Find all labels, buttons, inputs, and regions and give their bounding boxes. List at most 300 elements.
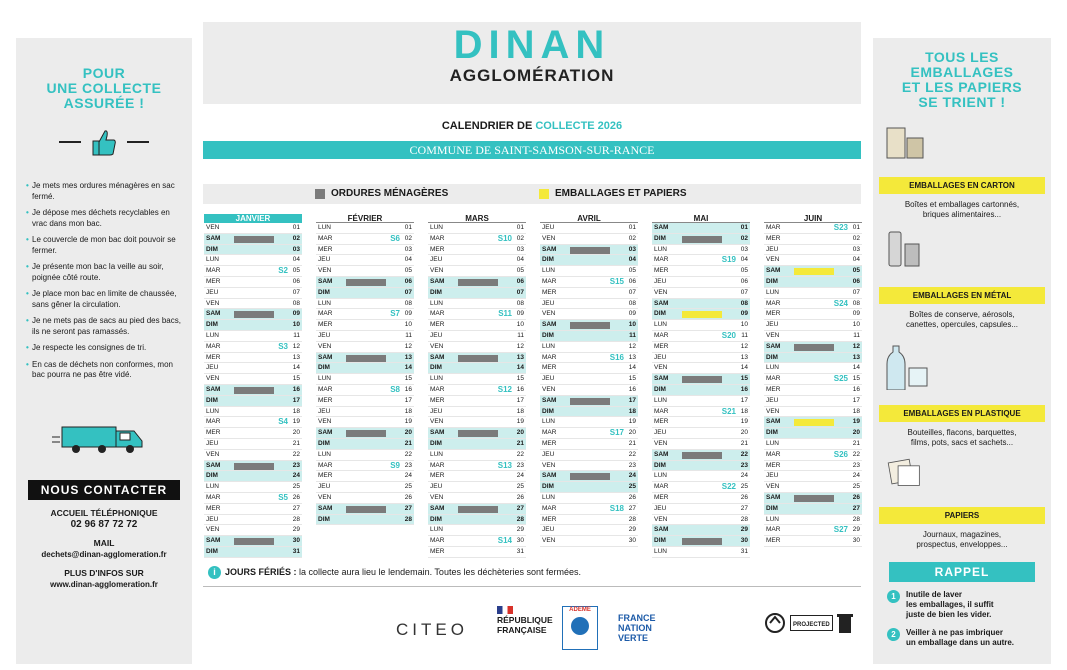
day-row <box>428 363 526 374</box>
day-row <box>764 493 862 504</box>
day-row <box>204 461 302 472</box>
day-date: 07 <box>516 288 524 296</box>
day-row <box>316 234 414 245</box>
day-name: DIM <box>654 537 666 545</box>
day-name: DIM <box>542 331 554 339</box>
day-name: JEU <box>766 245 779 253</box>
day-row <box>764 515 862 526</box>
day-name: DIM <box>206 396 218 404</box>
day-name: VEN <box>206 299 220 307</box>
day-name: MER <box>542 288 557 296</box>
day-name: SAM <box>430 429 445 437</box>
day-row <box>652 331 750 342</box>
day-name: SAM <box>654 450 669 458</box>
day-name: VEN <box>318 342 332 350</box>
day-row <box>540 536 638 547</box>
day-date: 09 <box>852 310 860 318</box>
day-date: 20 <box>292 429 300 437</box>
tip-item: • Le couvercle de mon bac doit pouvoir se fermer. <box>26 235 184 256</box>
day-date: 25 <box>628 483 636 491</box>
day-name: LUN <box>654 547 668 555</box>
day-date: 15 <box>516 375 524 383</box>
day-row <box>428 245 526 256</box>
day-row <box>204 407 302 418</box>
commune-banner: COMMUNE DE SAINT-SAMSON-SUR-RANCE <box>203 141 861 159</box>
collecte-om-marker <box>346 430 386 437</box>
day-name: MAR <box>542 353 557 361</box>
day-name: MER <box>430 547 445 555</box>
day-date: 08 <box>516 299 524 307</box>
day-row <box>204 331 302 342</box>
day-name: MER <box>766 310 781 318</box>
day-name: JEU <box>206 439 219 447</box>
day-date: 16 <box>740 385 748 393</box>
day-row <box>428 277 526 288</box>
day-row <box>204 255 302 266</box>
day-date: 19 <box>852 418 860 426</box>
collecte-om-marker <box>794 495 834 502</box>
day-name: SAM <box>206 537 221 545</box>
day-name: DIM <box>542 407 554 415</box>
day-date: 24 <box>292 472 300 480</box>
day-date: 30 <box>292 537 300 545</box>
day-name: MER <box>766 385 781 393</box>
day-row <box>540 493 638 504</box>
day-date: 12 <box>740 342 748 350</box>
day-row <box>204 299 302 310</box>
contact-mail: MAIL dechets@dinan-agglomeration.fr <box>16 538 192 560</box>
day-name: DIM <box>766 429 778 437</box>
day-date: 06 <box>740 277 748 285</box>
week-number: S14 <box>497 536 512 546</box>
day-date: 26 <box>404 493 412 501</box>
day-name: MAR <box>430 234 445 242</box>
day-row <box>540 277 638 288</box>
day-row <box>204 363 302 374</box>
day-name: LUN <box>318 299 332 307</box>
day-name: SAM <box>318 353 333 361</box>
day-row <box>204 428 302 439</box>
day-name: SAM <box>206 385 221 393</box>
tips-list <box>26 181 184 381</box>
france-nation-verte-logo: FRANCE NATION VERTE <box>618 613 656 643</box>
day-date: 20 <box>852 429 860 437</box>
day-row <box>316 515 414 526</box>
day-date: 16 <box>628 385 636 393</box>
day-name: MER <box>318 472 333 480</box>
day-name: JEU <box>654 429 667 437</box>
day-name: LUN <box>206 331 220 339</box>
day-name: SAM <box>318 277 333 285</box>
day-date: 31 <box>292 547 300 555</box>
day-date: 28 <box>404 515 412 523</box>
day-name: MER <box>766 537 781 545</box>
day-name: VEN <box>654 364 668 372</box>
sorting-logos <box>764 612 853 634</box>
day-name: JEU <box>654 504 667 512</box>
day-row <box>540 374 638 385</box>
day-row <box>652 417 750 428</box>
day-date: 07 <box>852 288 860 296</box>
week-number: S4 <box>278 417 288 427</box>
day-date: 05 <box>628 267 636 275</box>
day-row <box>428 407 526 418</box>
day-date: 25 <box>292 483 300 491</box>
day-name: MER <box>206 504 221 512</box>
legend-om-label: ORDURES MÉNAGÈRES <box>331 188 449 199</box>
day-row <box>540 299 638 310</box>
day-row <box>652 309 750 320</box>
day-name: VEN <box>206 526 220 534</box>
week-number: S18 <box>609 503 624 513</box>
day-row <box>204 342 302 353</box>
day-row <box>428 396 526 407</box>
collecte-om-marker <box>682 376 722 383</box>
day-date: 06 <box>628 277 636 285</box>
day-date: 05 <box>740 267 748 275</box>
day-row <box>316 342 414 353</box>
day-row <box>764 353 862 364</box>
rappel-heading: RAPPEL <box>889 562 1035 582</box>
day-row <box>652 363 750 374</box>
day-row <box>540 417 638 428</box>
day-name: SAM <box>654 375 669 383</box>
week-number: S9 <box>390 460 400 470</box>
day-name: MAR <box>766 526 781 534</box>
day-date: 17 <box>628 396 636 404</box>
day-date: 19 <box>404 418 412 426</box>
projected-logo: PROJECTED <box>790 615 833 631</box>
day-date: 24 <box>740 472 748 480</box>
day-date: 29 <box>516 526 524 534</box>
day-date: 21 <box>740 439 748 447</box>
day-date: 14 <box>628 364 636 372</box>
holiday-note: i JOURS FÉRIÉS : la collecte aura lieu le lendemain. Toutes les déchèteries sont fermées. <box>208 566 858 579</box>
tip-item: • Je place mon bac en limite de chaussée, sans gêner la circulation. <box>26 289 184 310</box>
day-date: 18 <box>516 407 524 415</box>
section-text: Journaux, magazines, prospectus, enveloppes... <box>916 530 1008 549</box>
day-name: SAM <box>542 472 557 480</box>
day-date: 01 <box>404 224 412 231</box>
day-row <box>428 320 526 331</box>
day-name: SAM <box>542 396 557 404</box>
day-name: MAR <box>654 256 669 264</box>
day-name: LUN <box>766 439 780 447</box>
day-name: VEN <box>542 461 556 469</box>
day-row <box>316 331 414 342</box>
day-row <box>764 299 862 310</box>
collecte-om-marker <box>346 506 386 513</box>
day-name: MER <box>430 396 445 404</box>
day-name: LUN <box>542 342 556 350</box>
day-row <box>316 439 414 450</box>
day-row <box>204 320 302 331</box>
day-date: 03 <box>516 245 524 253</box>
day-name: MER <box>430 472 445 480</box>
day-name: JEU <box>318 256 331 264</box>
day-name: DIM <box>654 310 666 318</box>
month-février <box>316 214 414 525</box>
day-name: DIM <box>318 515 330 523</box>
day-date: 18 <box>628 407 636 415</box>
day-date: 08 <box>740 299 748 307</box>
day-name: JEU <box>318 483 331 491</box>
day-row <box>428 266 526 277</box>
day-name: VEN <box>206 450 220 458</box>
collecte-om-marker <box>570 247 610 254</box>
day-name: DIM <box>430 515 442 523</box>
collecte-ep-marker <box>794 268 834 275</box>
day-date: 07 <box>404 288 412 296</box>
day-row <box>540 428 638 439</box>
day-row <box>764 439 862 450</box>
day-date: 11 <box>517 331 524 339</box>
day-date: 09 <box>292 310 300 318</box>
day-date: 01 <box>292 224 300 231</box>
day-date: 11 <box>629 331 636 339</box>
day-date: 10 <box>852 321 860 329</box>
day-row <box>540 363 638 374</box>
day-name: MAR <box>654 331 669 339</box>
day-row <box>204 536 302 547</box>
day-row <box>204 353 302 364</box>
day-date: 03 <box>852 245 860 253</box>
day-row <box>428 482 526 493</box>
week-number: S20 <box>721 330 736 340</box>
day-date: 01 <box>852 224 860 231</box>
day-date: 06 <box>516 277 524 285</box>
day-date: 04 <box>292 256 300 264</box>
day-row <box>764 396 862 407</box>
day-name: DIM <box>654 385 666 393</box>
day-name: MER <box>318 396 333 404</box>
day-row <box>428 428 526 439</box>
day-date: 09 <box>404 310 412 318</box>
day-date: 03 <box>628 245 636 253</box>
day-name: SAM <box>430 277 445 285</box>
week-number: S3 <box>278 341 288 351</box>
day-row <box>204 288 302 299</box>
day-date: 14 <box>852 364 860 372</box>
week-number: S25 <box>833 374 848 384</box>
day-row <box>540 385 638 396</box>
day-date: 10 <box>292 321 300 329</box>
day-name: DIM <box>654 234 666 242</box>
collecte-om-marker <box>570 398 610 405</box>
day-row <box>540 439 638 450</box>
day-name: MER <box>654 493 669 501</box>
week-number: S16 <box>609 352 624 362</box>
day-date: 08 <box>628 299 636 307</box>
month-header: MARS <box>428 214 526 223</box>
day-date: 05 <box>292 267 300 275</box>
day-date: 23 <box>740 461 748 469</box>
day-name: DIM <box>542 483 554 491</box>
day-row <box>428 385 526 396</box>
day-row <box>764 482 862 493</box>
day-row <box>204 309 302 320</box>
day-row <box>316 353 414 364</box>
collecte-om-marker <box>682 538 722 545</box>
month-juin <box>764 214 862 547</box>
day-name: MER <box>542 515 557 523</box>
day-name: VEN <box>318 493 332 501</box>
day-name: LUN <box>654 321 668 329</box>
day-row <box>316 461 414 472</box>
day-date: 09 <box>628 310 636 318</box>
day-row <box>540 342 638 353</box>
day-date: 26 <box>516 493 524 501</box>
day-name: MER <box>206 277 221 285</box>
section-title: EMBALLAGES EN MÉTAL <box>879 287 1045 304</box>
day-name: MAR <box>318 385 333 393</box>
week-number: S2 <box>278 266 288 276</box>
day-name: VEN <box>206 224 220 231</box>
day-row <box>316 471 414 482</box>
tip-item: • Je respecte les consignes de tri. <box>26 343 184 354</box>
thumbs-up-icon <box>91 127 117 157</box>
section-text: Boîtes de conserve, aérosols, canettes, opercules, capsules... <box>905 310 1019 329</box>
day-date: 24 <box>628 472 636 480</box>
day-name: LUN <box>430 375 444 383</box>
day-name: JEU <box>542 224 555 231</box>
week-number: S5 <box>278 492 288 502</box>
day-row <box>204 471 302 482</box>
day-row <box>204 223 302 234</box>
day-row <box>540 407 638 418</box>
collecte-om-marker <box>234 236 274 243</box>
day-date: 22 <box>852 450 860 458</box>
collecte-om-marker <box>458 506 498 513</box>
day-row <box>540 504 638 515</box>
week-number: S21 <box>721 406 736 416</box>
month-mars <box>428 214 526 558</box>
day-name: LUN <box>654 396 668 404</box>
day-date: 17 <box>740 396 748 404</box>
phone-number[interactable]: 02 96 87 72 72 <box>70 518 138 530</box>
week-number: S17 <box>609 428 624 438</box>
day-row <box>652 471 750 482</box>
collecte-om-marker <box>458 355 498 362</box>
week-number: S22 <box>721 482 736 492</box>
day-name: MER <box>654 342 669 350</box>
day-date: 19 <box>292 418 300 426</box>
collecte-ep-marker <box>794 419 834 426</box>
day-name: SAM <box>542 245 557 253</box>
collecte-om-marker <box>570 473 610 480</box>
day-date: 12 <box>516 342 524 350</box>
day-date: 10 <box>404 321 412 329</box>
day-date: 23 <box>628 461 636 469</box>
day-row <box>204 450 302 461</box>
metal-can-icon <box>873 228 933 272</box>
day-row <box>652 223 750 234</box>
day-name: LUN <box>318 450 332 458</box>
day-row <box>764 525 862 536</box>
day-name: DIM <box>430 439 442 447</box>
day-name: SAM <box>766 342 781 350</box>
month-header: FÉVRIER <box>316 214 414 223</box>
day-date: 31 <box>516 547 524 555</box>
day-row <box>316 320 414 331</box>
day-date: 13 <box>292 353 300 361</box>
day-name: DIM <box>654 461 666 469</box>
day-name: MAR <box>206 267 221 275</box>
day-row <box>764 450 862 461</box>
day-name: SAM <box>206 461 221 469</box>
day-row <box>540 320 638 331</box>
day-date: 16 <box>292 385 300 393</box>
day-name: VEN <box>654 439 668 447</box>
day-row <box>764 407 862 418</box>
day-row <box>316 363 414 374</box>
day-date: 15 <box>852 375 860 383</box>
day-name: DIM <box>766 504 778 512</box>
day-name: MER <box>318 321 333 329</box>
day-date: 21 <box>628 439 636 447</box>
day-row <box>652 245 750 256</box>
day-name: MAR <box>430 310 445 318</box>
day-name: LUN <box>206 256 220 264</box>
mail-link[interactable]: dechets@dinan-agglomeration.fr <box>41 549 167 559</box>
day-row <box>764 417 862 428</box>
day-date: 26 <box>628 493 636 501</box>
day-date: 03 <box>740 245 748 253</box>
week-number: S6 <box>390 233 400 243</box>
republique-francaise-logo: RÉPUBLIQUE FRANÇAISE <box>497 606 553 635</box>
day-name: JEU <box>206 515 219 523</box>
collecte-om-marker <box>794 344 834 351</box>
day-row <box>764 363 862 374</box>
day-date: 11 <box>405 331 412 339</box>
week-number: S13 <box>497 460 512 470</box>
day-row <box>428 471 526 482</box>
day-name: JEU <box>318 407 331 415</box>
day-date: 12 <box>852 342 860 350</box>
day-name: JEU <box>766 472 779 480</box>
tip-item: • En cas de déchets non conformes, mon bac pourra ne pas être vidé. <box>26 360 184 381</box>
day-row <box>204 417 302 428</box>
day-date: 22 <box>516 450 524 458</box>
day-row <box>652 385 750 396</box>
day-name: VEN <box>766 331 780 339</box>
day-date: 29 <box>292 526 300 534</box>
day-date: 14 <box>740 364 748 372</box>
day-name: MER <box>430 245 445 253</box>
day-date: 17 <box>292 396 300 404</box>
day-name: DIM <box>766 353 778 361</box>
day-name: VEN <box>430 493 444 501</box>
day-row <box>764 223 862 234</box>
day-date: 06 <box>852 277 860 285</box>
day-row <box>764 504 862 515</box>
day-date: 06 <box>292 277 300 285</box>
week-number: S12 <box>497 384 512 394</box>
week-number: S23 <box>833 223 848 232</box>
day-row <box>652 320 750 331</box>
day-date: 30 <box>516 537 524 545</box>
day-row <box>428 417 526 428</box>
day-row <box>540 266 638 277</box>
week-number: S26 <box>833 449 848 459</box>
day-date: 16 <box>404 385 412 393</box>
week-number: S24 <box>833 298 848 308</box>
day-name: LUN <box>430 526 444 534</box>
website-link[interactable]: www.dinan-agglomeration.fr <box>50 579 158 589</box>
day-name: MAR <box>766 450 781 458</box>
day-name: MAR <box>206 493 221 501</box>
day-date: 02 <box>404 234 412 242</box>
